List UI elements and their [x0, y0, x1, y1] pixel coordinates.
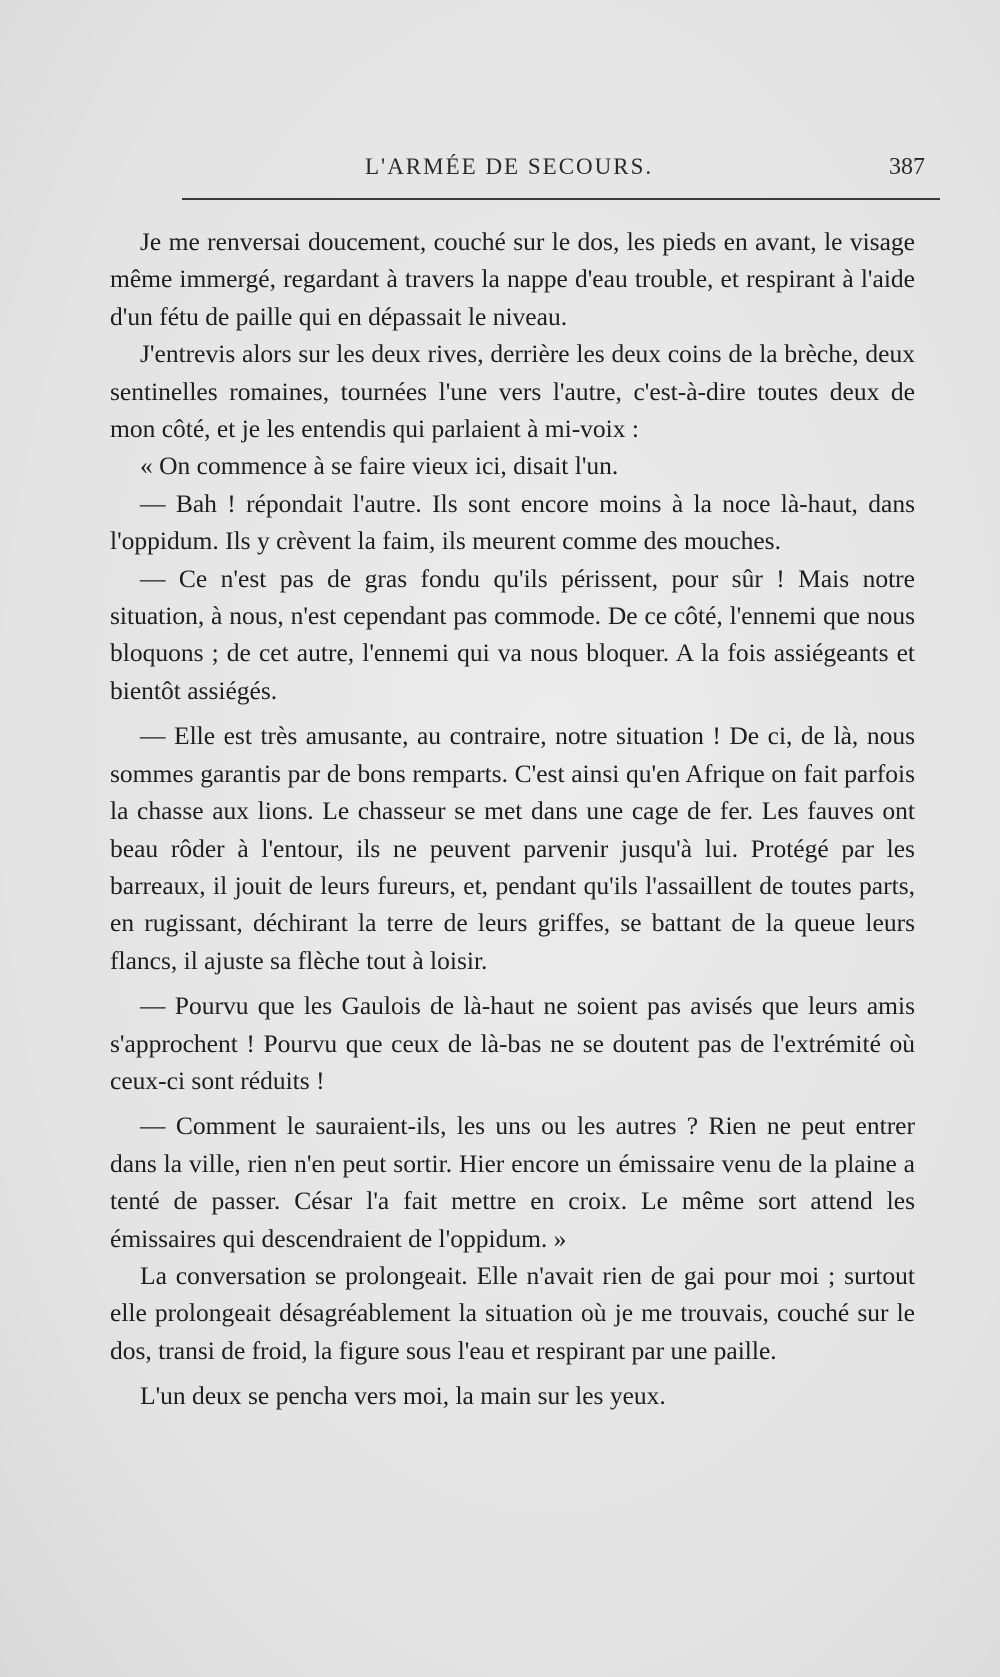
running-title: L'ARMÉE DE SECOURS.: [365, 154, 654, 179]
page-number: 387: [889, 154, 925, 180]
paragraph: La conversation se prolongeait. Elle n'avait rien de gai pour moi ; surtout elle prolongeait désagréablement la situation où je me trouvais, couché sur le dos, transi de froid, la figure sous l'eau et respirant par une paille.: [110, 1260, 915, 1365]
paragraph: — Comment le sauraient-ils, les uns ou les autres ? Rien ne peut entrer dans la ville, rien n'en peut sortir. Hier encore un émissaire venu de la plaine a tenté de passer. César l'a fait mettre en croix. Le même sort attend les émissaires qui descendraient de l'oppidum. »: [110, 1111, 915, 1253]
paragraph: — Elle est très amusante, au contraire, notre situation ! De ci, de là, nous sommes garantis par de bons remparts. C'est ainsi qu'en Afrique on fait parfois la chasse aux lions. Le chasseur se met dans une cage de fer. Les fauves ont beau rôder à l'entour, ils ne peuvent parvenir jusqu'à lui. Protégé par les barreaux, il jouit de leurs fureurs, et, pendant qu'ils l'assaillent de toutes parts, en rugissant, déchirant la terre de leurs griffes, se battant de la queue leurs flancs, il ajuste sa flèche tout à loisir.: [110, 721, 915, 975]
paragraph: « On commence à se faire vieux ici, disait l'un.: [140, 451, 619, 481]
paragraph: — Bah ! répondait l'autre. Ils sont encore moins à la noce là-haut, dans l'oppidum. Ils y crèvent la faim, ils meurent comme des mouches.: [110, 488, 915, 556]
paragraph: — Ce n'est pas de gras fondu qu'ils périssent, pour sûr ! Mais notre situation, à nous, n'est cependant pas commode. De ce côté, l'ennemi que nous bloquons ; de cet autre, l'ennemi qui va nous bloquer. A la fois assiégeants et bientôt assiégés.: [110, 563, 915, 705]
running-head: [180, 148, 925, 188]
body-text: [110, 223, 915, 1415]
paragraph: L'un deux se pencha vers moi, la main sur les yeux.: [140, 1381, 666, 1411]
paragraph: Je me renversai doucement, couché sur le dos, les pieds en avant, le visage même immergé, regardant à travers la nappe d'eau trouble, et respirant à l'aide d'un fétu de paille qui en dépassait le niveau.: [110, 227, 915, 331]
header-rule: [182, 198, 940, 200]
paragraph: — Pourvu que les Gaulois de là-haut ne soient pas avisés que leurs amis s'approchent ! Pourvu que ceux de là-bas ne se doutent pas de l'extrémité où ceux-ci sont réduits !: [110, 991, 915, 1095]
paragraph: J'entrevis alors sur les deux rives, derrière les deux coins de la brèche, deux sentinelles romaines, tournées l'une vers l'autre, c'est-à-dire toutes deux de mon côté, et je les entendis qui parlaient à mi-voix :: [110, 339, 915, 444]
